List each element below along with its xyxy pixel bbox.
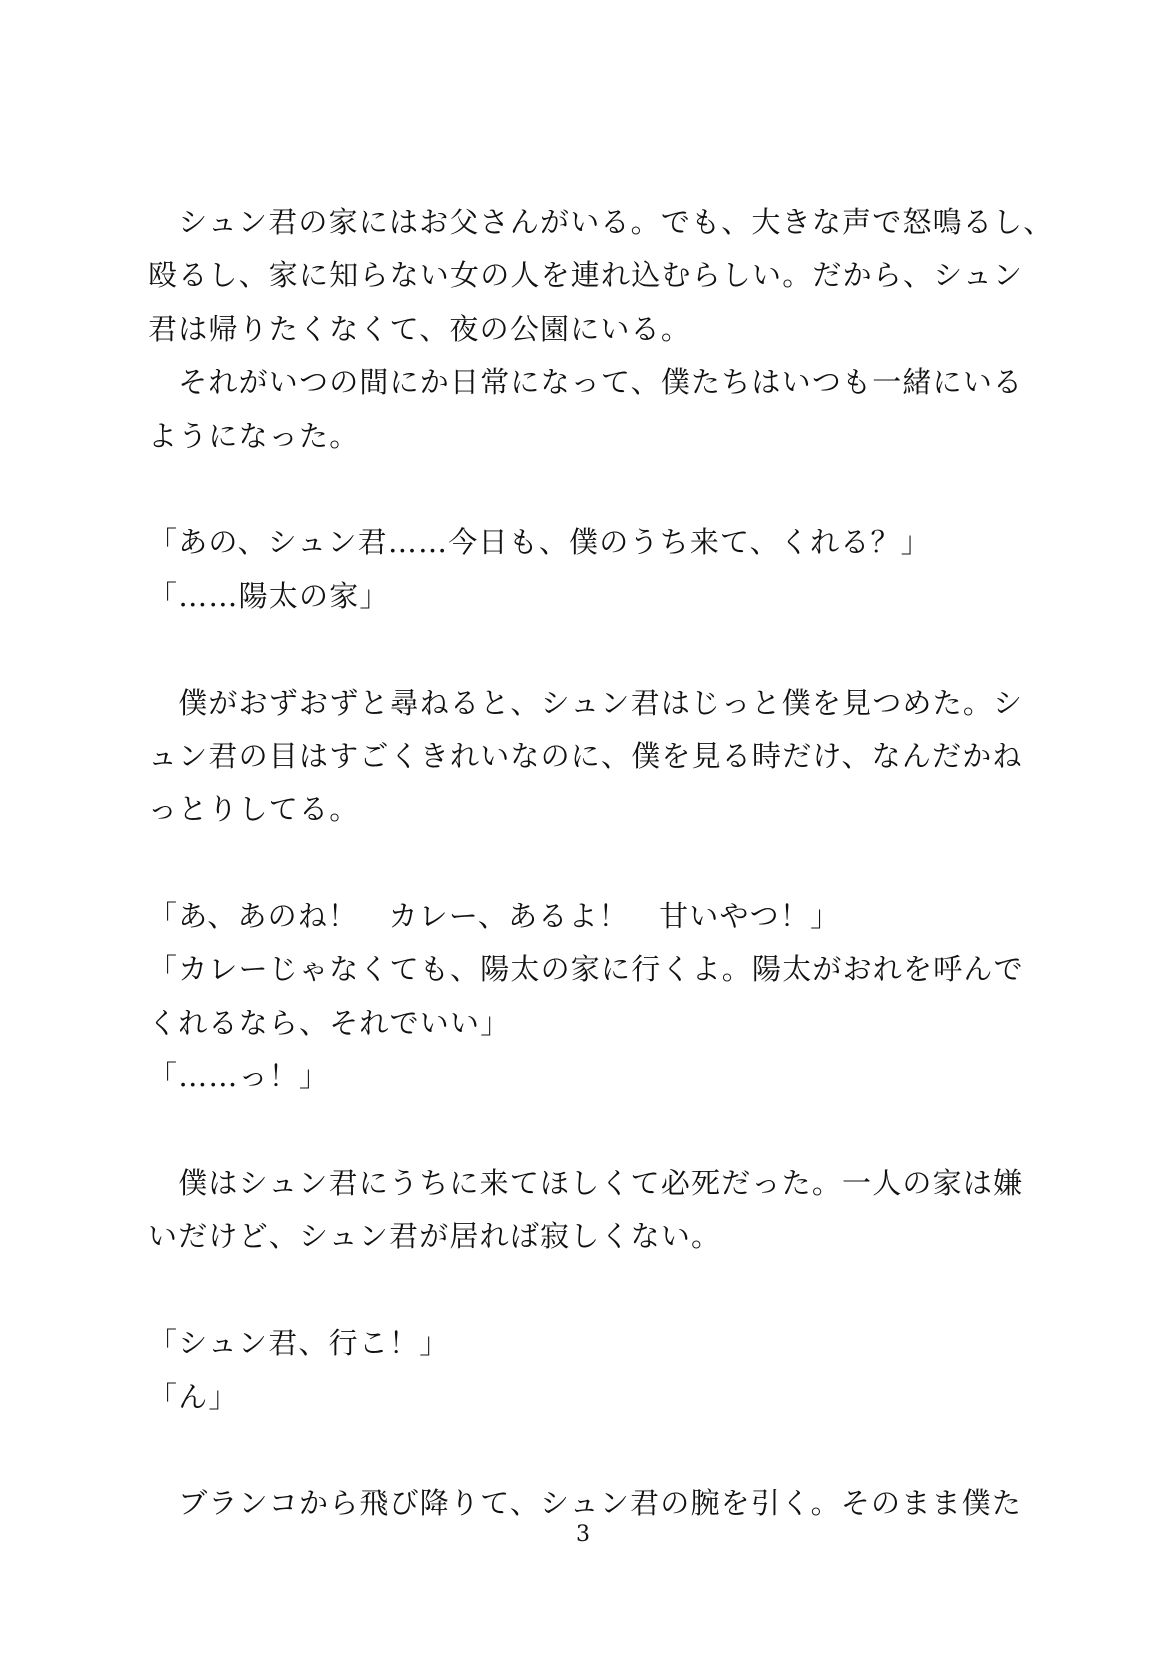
body-text: [148, 196, 1054, 1531]
text-line: くれるなら、それでいい」: [148, 1005, 511, 1040]
text-line: 「ん」: [148, 1379, 239, 1414]
text-line: っとりしてる。: [148, 792, 360, 827]
text-line: いだけど、シュン君が居れば寂しくない。: [148, 1219, 722, 1254]
text-line: 「……っ！」: [148, 1059, 330, 1094]
text-line: ようになった。: [148, 418, 360, 453]
text-line: 「あ、あのね！ カレー、あるよ！ 甘いやつ！」: [148, 899, 841, 934]
text-line: それがいつの間にか日常になって、僕たちはいつも一緒にいる: [148, 365, 1024, 400]
page-number: 3: [576, 1522, 590, 1547]
text-line: 「……陽太の家」: [148, 578, 390, 613]
blank-line: [148, 1104, 1028, 1157]
text-line: 僕はシュン君にうちに来てほしくて必死だった。一人の家は嫌: [148, 1166, 1024, 1201]
blank-line: [148, 463, 1028, 516]
text-line: ュン君の目はすごくきれいなのに、僕を見る時だけ、なんだかね: [148, 738, 1023, 773]
blank-line: [148, 623, 1028, 676]
text-line: ブランコから飛び降りて、シュン君の腕を引く。そのまま僕た: [148, 1486, 1023, 1521]
blank-line: [148, 837, 1028, 890]
text-line: 殴るし、家に知らない女の人を連れ込むらしい。だから、シュン: [148, 258, 1024, 293]
text-line: シュン君の家にはお父さんがいる。でも、大きな声で怒鳴るし、: [148, 205, 1054, 239]
text-line: 僕がおずおずと尋ねると、シュン君はじっと僕を見つめた。シ: [148, 685, 1024, 720]
text-line: 「あの、シュン君……今日も、僕のうち来て、くれる？」: [148, 525, 931, 560]
blank-line: [148, 1424, 1028, 1477]
text-line: 「シュン君、行こ！」: [148, 1326, 450, 1361]
text-line: 「カレーじゃなくても、陽太の家に行くよ。陽太がおれを呼んで: [148, 952, 1024, 987]
text-line: 君は帰りたくなくて、夜の公園にいる。: [148, 311, 692, 346]
blank-line: [148, 1264, 1028, 1317]
